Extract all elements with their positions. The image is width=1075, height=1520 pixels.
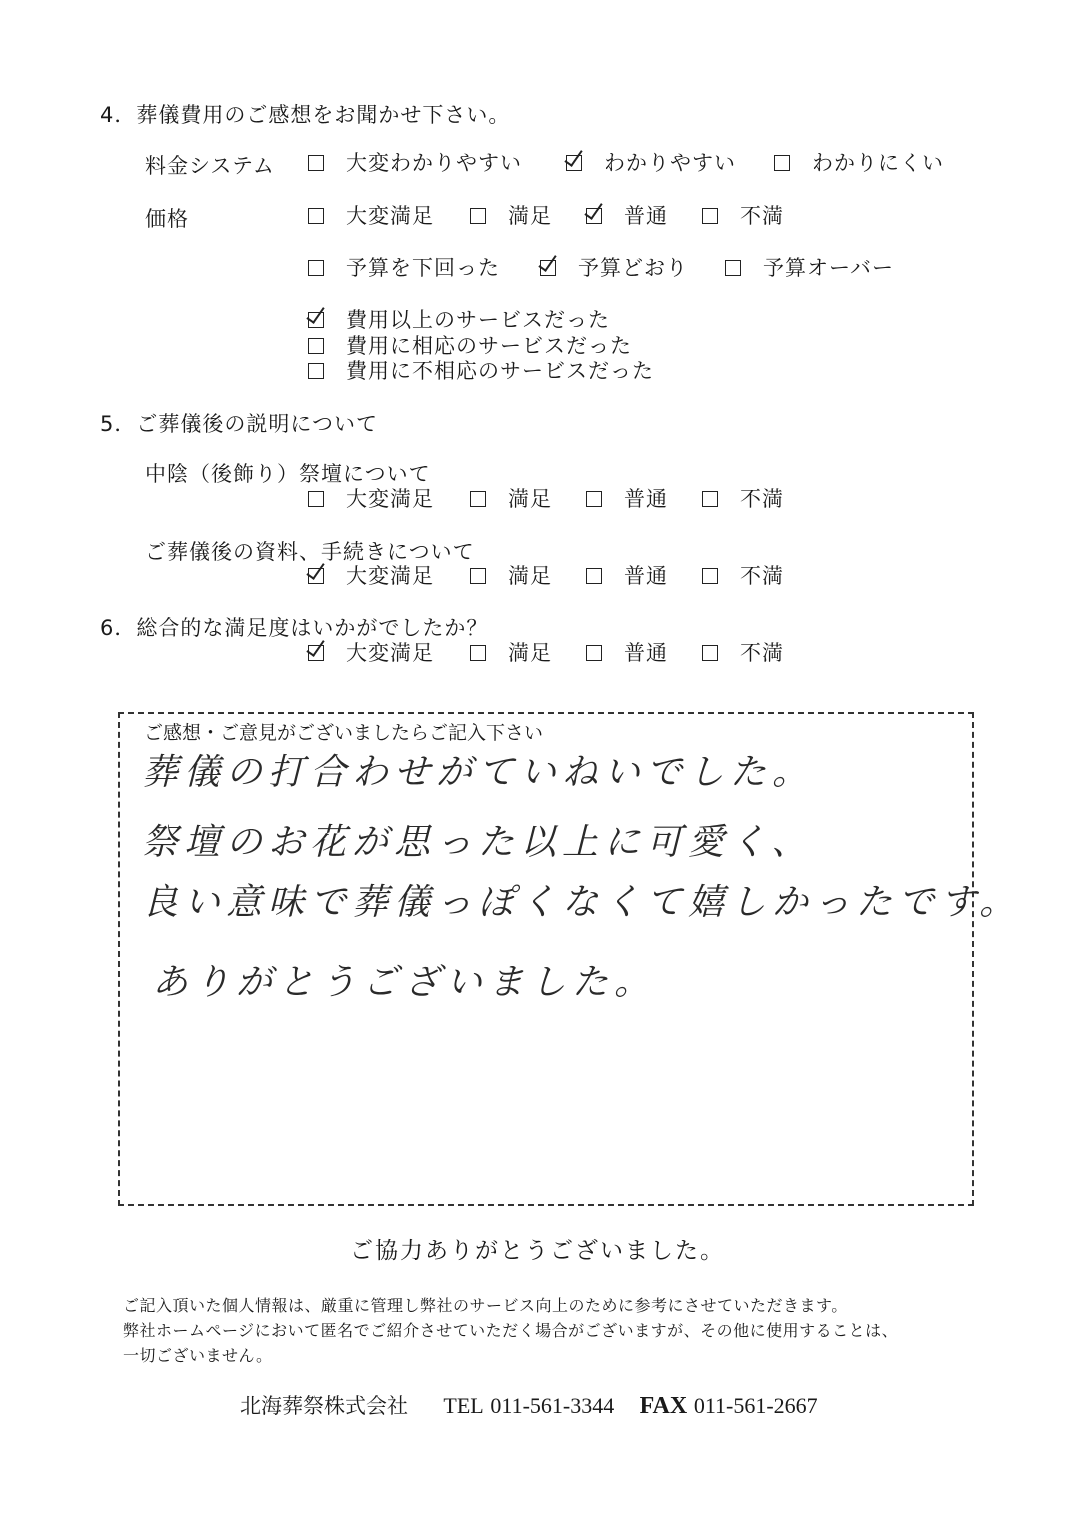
q4-budget-option-3[interactable]: 予算オーバー <box>725 258 894 279</box>
privacy-line-2: 弊社ホームページにおいて匿名でご紹介させていただく場合がございますが、その他に使用することは、 <box>123 1321 899 1340</box>
q4-price-option-1[interactable]: 大変満足 <box>308 206 434 227</box>
footer-contact <box>240 1390 818 1420</box>
q6-heading: 6．総合的な満足度はいかがでしたか？ <box>100 616 489 640</box>
checkbox[interactable] <box>308 491 324 507</box>
q6-option-3[interactable]: 普通 <box>586 643 668 664</box>
q4-budget-option-2[interactable]: 予算どおり <box>540 258 688 279</box>
checkbox[interactable] <box>702 645 718 661</box>
q4-price-label: 価格 <box>145 207 189 231</box>
q5-docs-option-4[interactable]: 不満 <box>702 566 784 587</box>
comment-line-3: 良い意味で葬儀っぽくなくて嬉しかったです。 <box>142 882 1022 923</box>
checkbox-checked[interactable] <box>586 208 602 224</box>
q4-price-option-3[interactable]: 普通 <box>586 206 668 227</box>
checkbox[interactable] <box>774 155 790 171</box>
checkbox-checked[interactable] <box>566 155 582 171</box>
checkbox[interactable] <box>586 568 602 584</box>
q5-docs-option-1[interactable]: 大変満足 <box>308 566 434 587</box>
checkbox[interactable] <box>308 338 324 354</box>
q4-system-option-1[interactable]: 大変わかりやすい <box>308 153 522 174</box>
checkbox-checked[interactable] <box>308 645 324 661</box>
privacy-line-1: ご記入頂いた個人情報は、厳重に管理し弊社のサービス向上のために参考にさせていただきます。 <box>123 1296 848 1315</box>
thanks-message: ご協力ありがとうございました。 <box>350 1238 725 1264</box>
q4-price-option-2[interactable]: 満足 <box>470 206 552 227</box>
checkbox-checked[interactable] <box>308 568 324 584</box>
q4-value-option-3[interactable]: 費用に不相応のサービスだった <box>308 361 654 382</box>
checkbox[interactable] <box>702 491 718 507</box>
q4-heading: 4．葬儀費用のご感想をお聞かせ下さい。 <box>100 103 511 127</box>
checkbox[interactable] <box>702 568 718 584</box>
comment-prompt: ご感想・ご意見がございましたらご記入下さい <box>142 718 545 745</box>
tel-number: 011-561-3344 <box>490 1393 615 1418</box>
checkbox[interactable] <box>308 260 324 276</box>
checkbox-checked[interactable] <box>540 260 556 276</box>
q4-system-label: 料金システム <box>145 154 275 178</box>
checkbox[interactable] <box>586 491 602 507</box>
checkbox[interactable] <box>308 208 324 224</box>
checkbox[interactable] <box>470 491 486 507</box>
fax-number: 011-561-2667 <box>693 1393 818 1418</box>
checkbox-checked[interactable] <box>308 312 324 328</box>
q6-option-1[interactable]: 大変満足 <box>308 643 434 664</box>
q4-value-option-2[interactable]: 費用に相応のサービスだった <box>308 336 632 357</box>
q4-system-option-3[interactable]: わかりにくい <box>774 153 944 174</box>
q5-altar-label: 中陰（後飾り）祭壇について <box>145 462 431 486</box>
comment-line-1: 葬儀の打合わせがていねいでした。 <box>142 752 815 793</box>
comment-line-4: ありがとうございました。 <box>152 962 657 1003</box>
q5-heading: 5．ご葬儀後の説明について <box>100 412 378 436</box>
q5-altar-option-3[interactable]: 普通 <box>586 489 668 510</box>
checkbox[interactable] <box>308 363 324 379</box>
checkbox[interactable] <box>308 155 324 171</box>
q6-option-4[interactable]: 不満 <box>702 643 784 664</box>
q4-system-option-2[interactable]: わかりやすい <box>566 153 736 174</box>
checkbox[interactable] <box>470 568 486 584</box>
q5-altar-option-1[interactable]: 大変満足 <box>308 489 434 510</box>
checkbox[interactable] <box>586 645 602 661</box>
checkbox[interactable] <box>702 208 718 224</box>
checkbox[interactable] <box>470 208 486 224</box>
checkbox[interactable] <box>725 260 741 276</box>
tel-label: TEL <box>443 1393 484 1418</box>
q5-docs-label: ご葬儀後の資料、手続きについて <box>145 540 475 564</box>
q4-budget-option-1[interactable]: 予算を下回った <box>308 258 500 279</box>
q5-altar-option-4[interactable]: 不満 <box>702 489 784 510</box>
checkbox[interactable] <box>470 645 486 661</box>
comment-line-2: 祭壇のお花が思った以上に可愛く、 <box>142 822 814 863</box>
q5-docs-option-3[interactable]: 普通 <box>586 566 668 587</box>
fax-label: FAX <box>639 1393 688 1419</box>
q4-value-option-1[interactable]: 費用以上のサービスだった <box>308 310 610 331</box>
q5-altar-option-2[interactable]: 満足 <box>470 489 552 510</box>
q5-docs-option-2[interactable]: 満足 <box>470 566 552 587</box>
q4-price-option-4[interactable]: 不満 <box>702 206 784 227</box>
q6-option-2[interactable]: 満足 <box>470 643 552 664</box>
privacy-line-3: 一切ございません。 <box>123 1346 273 1365</box>
company-name: 北海葬祭株式会社 <box>240 1394 408 1418</box>
